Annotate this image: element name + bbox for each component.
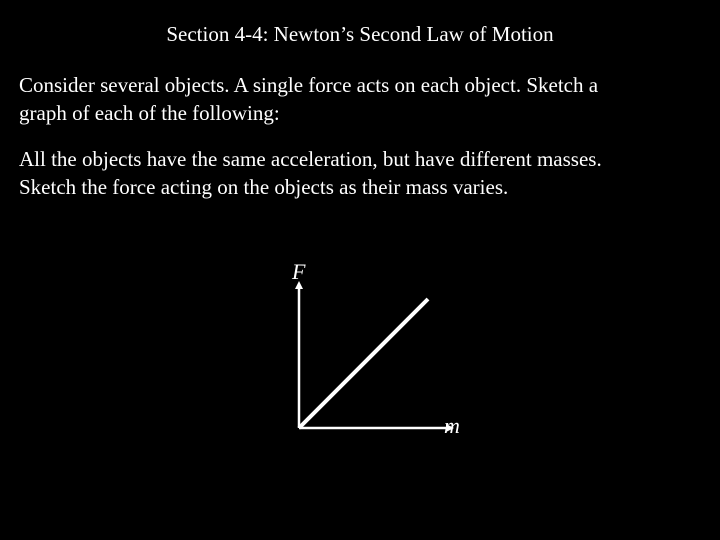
x-axis-label: m [444,413,460,438]
slide-title: Section 4-4: Newton’s Second Law of Motion [166,22,554,46]
instruction-line-1: Consider several objects. A single force acts on each object. Sketch a [19,73,599,97]
question-line-2: Sketch the force acting on the objects as their mass varies. [19,175,509,199]
y-axis-label: F [292,259,306,284]
question-line-1: All the objects have the same acceleration, but have different masses. [19,147,602,171]
instruction-line-2: graph of each of the following: [19,101,280,125]
force-mass-line [299,299,428,428]
